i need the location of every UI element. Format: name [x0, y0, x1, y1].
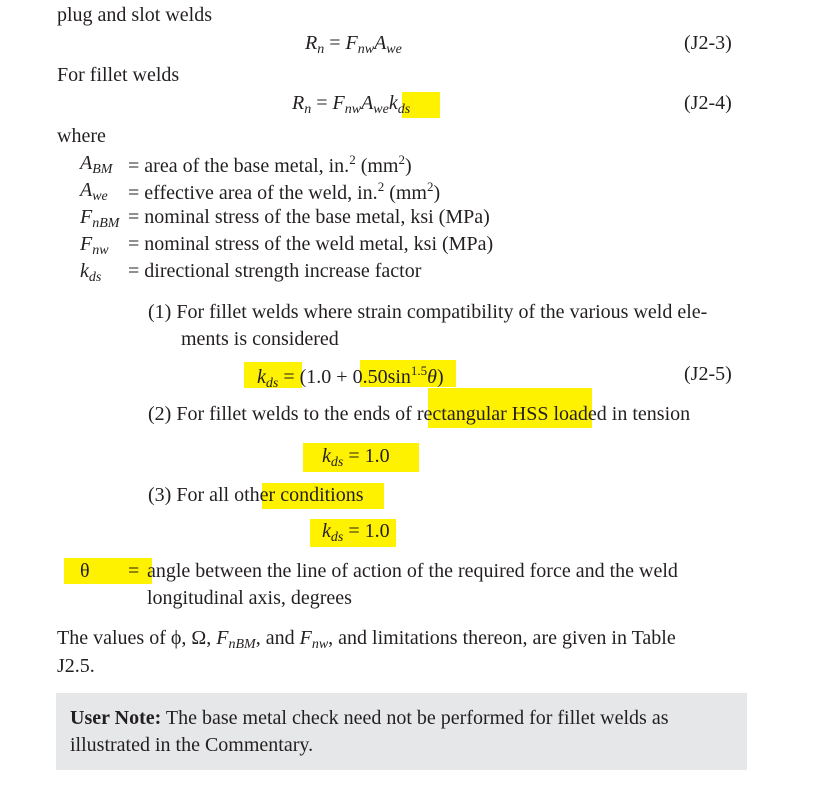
case2-text: (2) For fillet welds to the ends of rectangular HSS loaded in tension	[148, 403, 691, 425]
def-symbol-fnw: $F_{nw}$	[80, 233, 109, 258]
theta-def-line1: angle between the line of action of the required force and the weld	[147, 560, 678, 582]
equation-j2-4: $R_n = F_{nw}A_{we}k_{ds}$	[292, 92, 411, 117]
equation-kds-rect: $k_{ds} = 1.0$	[322, 445, 390, 470]
def-symbol-abm: $A_{BM}$	[80, 152, 113, 177]
def-text-fnw: = nominal stress of the weld metal, ksi (MPa)	[128, 233, 494, 255]
equation-number-j2-5: (J2-5)	[684, 363, 732, 385]
def-text-abm: = area of the base metal, in.$^2$ $(mm^2)$	[128, 152, 412, 177]
theta-def-line2: longitudinal axis, degrees	[147, 587, 352, 609]
theta-symbol: θ	[80, 560, 90, 582]
def-symbol-fnbm: $F_{nBM}$	[80, 206, 120, 231]
equation-number-j2-3: (J2-3)	[684, 32, 732, 54]
theta-equals: =	[128, 560, 140, 582]
equation-j2-5: $k_{ds} = (1.0 + 0.50\sin^{1.5}\theta)$	[257, 363, 444, 391]
def-text-kds: = directional strength increase factor	[128, 260, 422, 282]
user-note-text: User Note: The base metal check need not be performed for fillet welds as illustrated in the Commentary.	[70, 707, 669, 756]
def-symbol-awe: $A_{we}$	[80, 179, 108, 204]
plug-slot-heading: plug and slot welds	[57, 4, 212, 26]
case3-highlight-text: her conditions	[249, 484, 364, 506]
case2-highlight-text: rectangular HSS	[416, 403, 549, 425]
def-text-awe: = effective area of the weld, in.$^2$ $(mm^2)$	[128, 179, 441, 204]
equation-number-j2-4: (J2-4)	[684, 92, 732, 114]
case1-line1: (1) For fillet welds where strain compatibility of the various weld ele-	[148, 301, 708, 323]
def-symbol-kds: $k_{ds}$	[80, 260, 102, 285]
closing-line2: J2.5.	[57, 655, 95, 677]
case1-line2: ments is considered	[181, 328, 339, 350]
where-label: where	[57, 125, 106, 147]
case3-text: (3) For all other conditions	[148, 484, 364, 506]
user-note-label: User Note:	[70, 707, 162, 729]
fillet-heading: For fillet welds	[57, 64, 180, 86]
user-note-box	[56, 693, 747, 770]
closing-line1: The values of ϕ, Ω, $F_{nBM}$, and $F_{nw}$, and limitations thereon, are given in Table	[57, 627, 676, 652]
equation-j2-3: $R_n = F_{nw}A_{we}$	[305, 32, 402, 57]
def-text-fnbm: = nominal stress of the base metal, ksi (MPa)	[128, 206, 490, 228]
equation-kds-other: $k_{ds} = 1.0$	[322, 520, 390, 545]
